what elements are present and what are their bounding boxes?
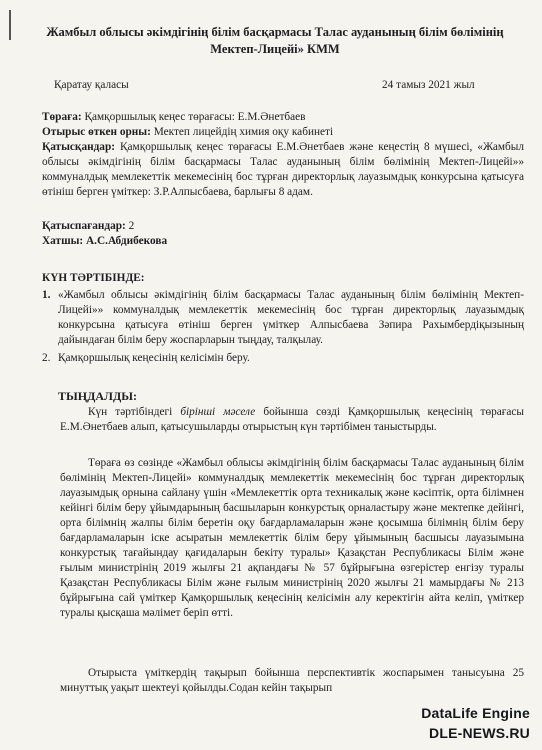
absent-label: Қатыспағандар: <box>42 220 126 232</box>
attendees-paragraph <box>42 140 524 200</box>
agenda-item: «Жамбыл облысы әкімдігінің білім басқармасы Талас ауданының білім бөлімінің Мектеп-Лицейі»» коммуналдық мемлекеттік мекемесінің бос тұрған директорлық лауазымдық конкурсына қатысуға өтініш берген үміткер Алпысбаева Зәпира Рахымбердіқызының дайындаған білім беру жоспарларын тыңдау, талқылау. <box>58 289 524 346</box>
agenda-heading: КҮН ТӘРТІБІНДЕ: <box>42 272 145 284</box>
venue-value: Мектеп лицейдің химия оқу кабинеті <box>150 126 334 138</box>
heard-p1-rest: бойынша сөзді Қамқоршылық кеңесінің төрағасы Е.М.Әнетбаев алып, қатысушыларды отырыстың күн тәртібімен таныстырды. <box>60 406 525 433</box>
secretary-line: Хатшы: А.С.Абдибекова <box>42 235 168 247</box>
agenda-item: Қамқоршылық кеңесінің келісімін беру. <box>58 352 250 364</box>
document-title-line-1: Жамбыл облысы әкімдігінің білім басқармасы Талас ауданының білім бөлімінің <box>46 25 504 39</box>
venue-label: Отырыс өткен орны: <box>42 126 151 138</box>
absent-line <box>42 219 134 234</box>
heard-p1-start: Күн тәртібіндегі <box>88 406 181 418</box>
place-label: Қаратау қаласы <box>54 79 129 91</box>
heard-paragraph-2: Төраға өз сөзінде «Жамбыл облысы әкімдігінің білім басқармасы Талас ауданының білім бөлімінің Мектеп-Лицейі» коммуналдық мемлекеттік мекемесінің бос тұрған директорлық лауазымдық орнына сайлану үшін «Мемлекеттік орта техникалық және кәсіптік, орта білімнен кейінгі білім беру ұйымдарының басшыларын конкурстық орналастыру және мектепке дейінгі, орта білімнің жалпы білім беретін оқу бағдарламаларын және қосымша білімнің білім беру бағдарламаларын іске асыратын мемлекеттік білім беру ұйымының басшысы лауазымына конкурстық тағайындау қағидаларын бекіту туралы» Қазақстан Республикасы Білім және ғылым министрінің 2019 жылғы 21 ақпандағы № 57 бұйрығына өзгерістер енгізу туралы Қазақстан Республикасы Білім және ғылым министрінің 2020 жылғы 21 мамырдағы № 213 бұйрығына сай үміткер Қамқоршылық кеңесінің келісімін алу керектігін айта келіп, үміткер туралы қысқаша мәлімет беріп өтті. <box>60 457 524 619</box>
heard-heading: ТЫҢДАЛДЫ: <box>58 389 138 403</box>
document-title-line-2: Мектеп-Лицейі» КММ <box>210 42 340 56</box>
attendees-value: Қамқоршылық кеңес төрағасы Е.М.Әнетбаев және кеңестің 8 мүшесі, «Жамбыл облысы әкімдігінің білім басқармасы Талас ауданының білім бөлімінің Мектеп-Лицейі»» коммуналдық мемлекеттік мекемесінің бос тұрған директорлық лауазымдық конкурсына қатысуға өтініш берген үміткер: З.Р.Алпысбаева, барлығы 8 адам. <box>42 141 524 198</box>
absent-value: 2 <box>125 220 135 232</box>
date-label: 24 тамыз 2021 жыл <box>382 79 475 91</box>
scan-edge-mark <box>9 10 11 40</box>
venue-line <box>42 125 333 140</box>
chair-value: Қамқоршылық кеңес төрағасы: Е.М.Әнетбаев <box>81 111 306 123</box>
heard-paragraph-3: Отырыста үміткердің тақырып бойынша перспективтік жоспарымен танысуына 25 минуттық уақыт шектеуі қойылды.Содан кейін тақырып <box>60 667 524 694</box>
watermark-line-1: DataLife Engine <box>421 705 530 721</box>
heard-paragraph-1 <box>60 405 524 435</box>
attendees-label: Қатысқандар: <box>42 141 116 153</box>
agenda-item-number: 1. <box>42 289 51 301</box>
chair-label: Төраға: <box>42 111 82 123</box>
heard-p1-emphasis: бірінші мәселе <box>180 406 256 418</box>
agenda-item-number: 2. <box>42 352 51 364</box>
chair-line <box>42 110 306 125</box>
watermark-line-2: DLE-NEWS.RU <box>429 725 530 741</box>
